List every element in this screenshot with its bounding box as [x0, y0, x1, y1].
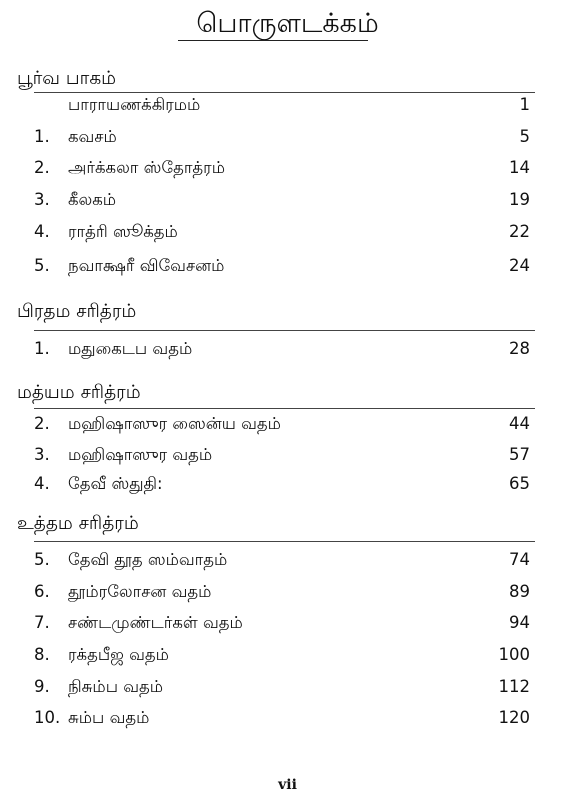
entry-title: கீலகம்: [68, 190, 117, 209]
entry-number: 2.: [34, 158, 50, 177]
entry-number: 7.: [34, 613, 50, 632]
toc-entry[interactable]: [0, 611, 575, 635]
entry-title: நவாக்ஷரீ விவேசனம்: [68, 256, 225, 275]
entry-number: 5.: [34, 550, 50, 569]
section-rule: [34, 541, 535, 542]
entry-title: சண்டமுண்டர்கள் வதம்: [68, 613, 243, 632]
entry-page: 22: [509, 222, 530, 241]
toc-entry[interactable]: [0, 125, 575, 149]
toc-entry[interactable]: [0, 254, 575, 278]
toc-entry[interactable]: [0, 472, 575, 496]
entry-title: ரக்தபீஜ வதம்: [68, 645, 169, 664]
entry-title: அர்க்கலா ஸ்தோத்ரம்: [68, 158, 225, 177]
entry-number: 4.: [34, 474, 50, 493]
entry-page: 112: [498, 677, 530, 696]
entry-page: 19: [509, 190, 530, 209]
entry-number: 10.: [34, 708, 61, 727]
entry-page: 94: [509, 613, 530, 632]
entry-title: மதுகைடப வதம்: [68, 339, 193, 358]
entry-title: தேவீ ஸ்துதி:: [68, 474, 163, 493]
entry-number: 1.: [34, 127, 50, 146]
toc-entry[interactable]: [0, 706, 575, 730]
entry-page: 14: [509, 158, 530, 177]
entry-number: 2.: [34, 414, 50, 433]
entry-page: 100: [498, 645, 530, 664]
entry-page: 57: [509, 445, 530, 464]
toc-entry[interactable]: [0, 580, 575, 604]
entry-page: 44: [509, 414, 530, 433]
entry-title: மஹிஷாஸுர ஸைன்ய வதம்: [68, 414, 281, 433]
toc-entry[interactable]: [0, 337, 575, 361]
section-heading: மத்யம சரித்ரம்: [17, 382, 141, 403]
toc-entry[interactable]: [0, 188, 575, 212]
entry-number: 9.: [34, 677, 50, 696]
page-folio: vii: [278, 777, 297, 793]
entry-number: 3.: [34, 190, 50, 209]
section-rule: [34, 408, 535, 409]
section-heading: பூர்வ பாகம்: [17, 68, 117, 89]
toc-entry[interactable]: [0, 443, 575, 467]
toc-entry[interactable]: [0, 643, 575, 667]
entry-title: சும்ப வதம்: [68, 708, 150, 727]
title-underline: [178, 40, 368, 41]
entry-page: 74: [509, 550, 530, 569]
entry-number: 5.: [34, 256, 50, 275]
entry-title: நிசும்ப வதம்: [68, 677, 164, 696]
entry-title: மஹிஷாஸுர வதம்: [68, 445, 213, 464]
entry-title: பாராயணக்கிரமம்: [68, 95, 201, 114]
entry-number: 4.: [34, 222, 50, 241]
entry-page: 28: [509, 339, 530, 358]
entry-title: தேவி தூத ஸம்வாதம்: [68, 550, 228, 569]
entry-number: 8.: [34, 645, 50, 664]
entry-title: கவசம்: [68, 127, 117, 146]
toc-entry[interactable]: [0, 220, 575, 244]
entry-page: 1: [519, 95, 530, 114]
entry-page: 65: [509, 474, 530, 493]
section-heading: உத்தம சரித்ரம்: [17, 513, 139, 534]
section-rule: [34, 330, 535, 331]
entry-page: 120: [498, 708, 530, 727]
entry-page: 24: [509, 256, 530, 275]
entry-number: 6.: [34, 582, 50, 601]
toc-entry[interactable]: [0, 412, 575, 436]
toc-entry[interactable]: [0, 548, 575, 572]
toc-entry[interactable]: [0, 156, 575, 180]
entry-page: 89: [509, 582, 530, 601]
entry-title: ராத்ரி ஸூக்தம்: [68, 222, 178, 241]
entry-number: 1.: [34, 339, 50, 358]
section-heading: பிரதம சரித்ரம்: [17, 301, 137, 322]
entry-page: 5: [519, 127, 530, 146]
entry-title: தூம்ரலோசன வதம்: [68, 582, 212, 601]
entry-number: 3.: [34, 445, 50, 464]
toc-entry[interactable]: [0, 93, 575, 117]
page-title: பொருளடக்கம்: [196, 8, 379, 39]
toc-entry[interactable]: [0, 675, 575, 699]
